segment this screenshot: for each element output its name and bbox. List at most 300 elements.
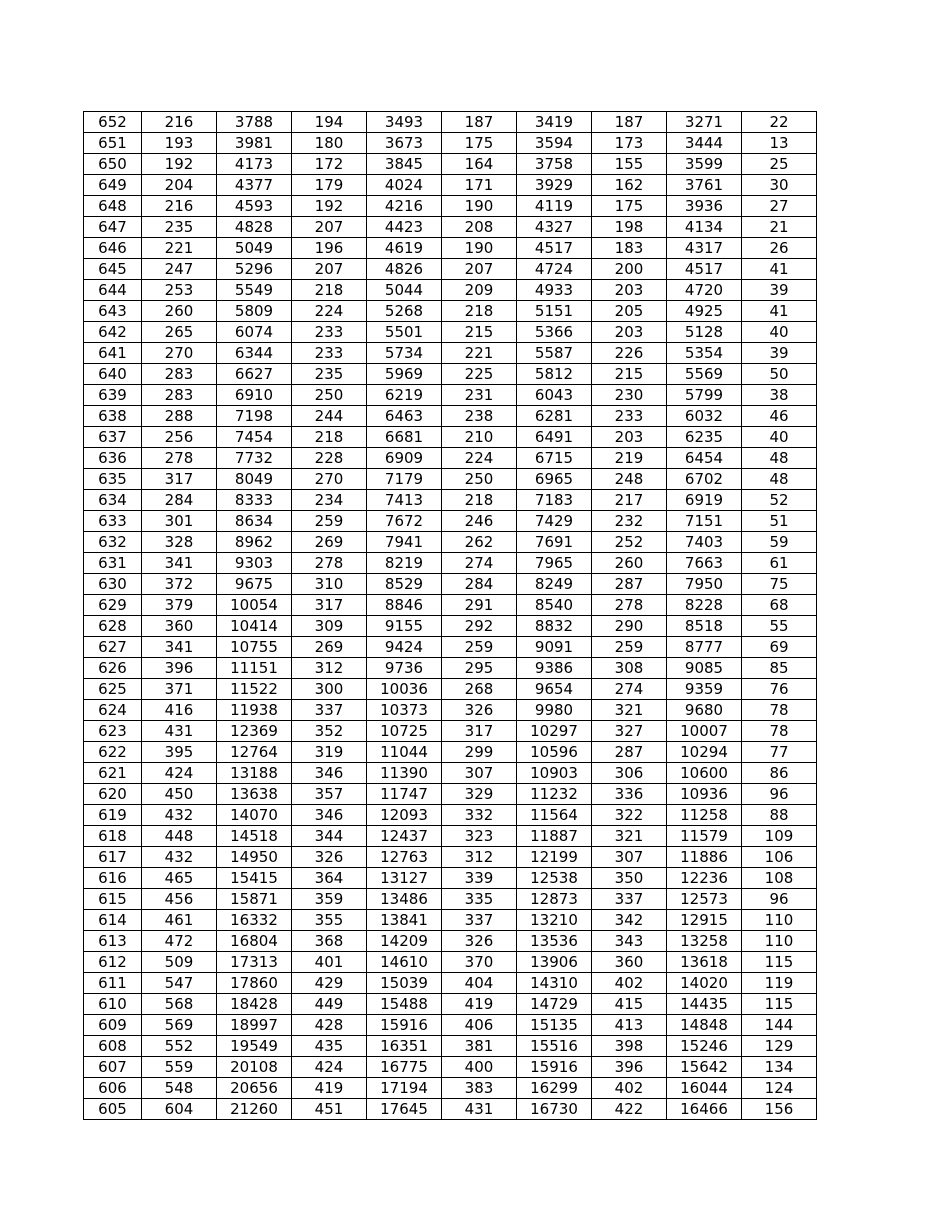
score-distribution-table xyxy=(83,111,817,1120)
table-cell: 7454 xyxy=(217,427,292,448)
score-cell: 634 xyxy=(84,490,142,511)
table-cell: 326 xyxy=(292,847,367,868)
score-cell: 618 xyxy=(84,826,142,847)
table-cell: 428 xyxy=(292,1015,367,1036)
table-cell: 336 xyxy=(592,784,667,805)
table-cell: 10725 xyxy=(367,721,442,742)
table-cell: 283 xyxy=(142,364,217,385)
table-cell: 13127 xyxy=(367,868,442,889)
table-cell: 15246 xyxy=(667,1036,742,1057)
table-cell: 75 xyxy=(742,574,817,595)
table-row xyxy=(84,322,817,343)
table-cell: 59 xyxy=(742,532,817,553)
table-cell: 13906 xyxy=(517,952,592,973)
table-cell: 4828 xyxy=(217,217,292,238)
table-cell: 172 xyxy=(292,154,367,175)
table-cell: 164 xyxy=(442,154,517,175)
table-cell: 404 xyxy=(442,973,517,994)
table-cell: 10596 xyxy=(517,742,592,763)
table-cell: 431 xyxy=(142,721,217,742)
table-cell: 290 xyxy=(592,616,667,637)
table-cell: 256 xyxy=(142,427,217,448)
table-cell: 299 xyxy=(442,742,517,763)
table-cell: 16730 xyxy=(517,1099,592,1120)
score-cell: 646 xyxy=(84,238,142,259)
table-cell: 13 xyxy=(742,133,817,154)
table-cell: 8529 xyxy=(367,574,442,595)
table-row xyxy=(84,763,817,784)
table-row xyxy=(84,721,817,742)
table-cell: 207 xyxy=(292,259,367,280)
table-cell: 4720 xyxy=(667,280,742,301)
table-cell: 14209 xyxy=(367,931,442,952)
table-cell: 12538 xyxy=(517,868,592,889)
table-cell: 339 xyxy=(442,868,517,889)
score-cell: 643 xyxy=(84,301,142,322)
table-cell: 310 xyxy=(292,574,367,595)
table-cell: 6032 xyxy=(667,406,742,427)
table-cell: 8832 xyxy=(517,616,592,637)
score-cell: 647 xyxy=(84,217,142,238)
table-cell: 218 xyxy=(292,427,367,448)
table-cell: 6910 xyxy=(217,385,292,406)
table-cell: 30 xyxy=(742,175,817,196)
table-row xyxy=(84,742,817,763)
table-cell: 12873 xyxy=(517,889,592,910)
table-cell: 312 xyxy=(292,658,367,679)
table-cell: 360 xyxy=(592,952,667,973)
table-cell: 13210 xyxy=(517,910,592,931)
table-cell: 360 xyxy=(142,616,217,637)
score-cell: 626 xyxy=(84,658,142,679)
table-cell: 10294 xyxy=(667,742,742,763)
table-cell: 248 xyxy=(592,469,667,490)
table-cell: 3493 xyxy=(367,112,442,133)
table-cell: 6681 xyxy=(367,427,442,448)
table-cell: 218 xyxy=(292,280,367,301)
table-cell: 6463 xyxy=(367,406,442,427)
table-row xyxy=(84,679,817,700)
score-cell: 629 xyxy=(84,595,142,616)
table-cell: 274 xyxy=(592,679,667,700)
table-row xyxy=(84,637,817,658)
table-cell: 225 xyxy=(442,364,517,385)
table-cell: 77 xyxy=(742,742,817,763)
score-cell: 617 xyxy=(84,847,142,868)
table-row xyxy=(84,133,817,154)
table-cell: 312 xyxy=(442,847,517,868)
table-cell: 39 xyxy=(742,343,817,364)
table-cell: 5128 xyxy=(667,322,742,343)
score-cell: 628 xyxy=(84,616,142,637)
table-row xyxy=(84,574,817,595)
table-cell: 13618 xyxy=(667,952,742,973)
score-cell: 651 xyxy=(84,133,142,154)
table-cell: 9980 xyxy=(517,700,592,721)
table-cell: 15039 xyxy=(367,973,442,994)
table-cell: 233 xyxy=(292,343,367,364)
table-row xyxy=(84,952,817,973)
table-cell: 10414 xyxy=(217,616,292,637)
table-cell: 12764 xyxy=(217,742,292,763)
table-row xyxy=(84,847,817,868)
table-cell: 9359 xyxy=(667,679,742,700)
table-row xyxy=(84,931,817,952)
table-cell: 274 xyxy=(442,553,517,574)
table-body xyxy=(84,112,817,1120)
table-cell: 41 xyxy=(742,259,817,280)
table-cell: 6919 xyxy=(667,490,742,511)
table-cell: 3788 xyxy=(217,112,292,133)
table-cell: 432 xyxy=(142,847,217,868)
table-cell: 124 xyxy=(742,1078,817,1099)
table-cell: 435 xyxy=(292,1036,367,1057)
table-cell: 14729 xyxy=(517,994,592,1015)
table-cell: 69 xyxy=(742,637,817,658)
table-cell: 472 xyxy=(142,931,217,952)
table-row xyxy=(84,658,817,679)
score-cell: 619 xyxy=(84,805,142,826)
score-cell: 644 xyxy=(84,280,142,301)
table-cell: 569 xyxy=(142,1015,217,1036)
table-cell: 14020 xyxy=(667,973,742,994)
table-cell: 76 xyxy=(742,679,817,700)
table-cell: 270 xyxy=(292,469,367,490)
table-cell: 415 xyxy=(592,994,667,1015)
score-cell: 640 xyxy=(84,364,142,385)
table-cell: 10007 xyxy=(667,721,742,742)
table-cell: 250 xyxy=(442,469,517,490)
table-cell: 3444 xyxy=(667,133,742,154)
table-row xyxy=(84,553,817,574)
table-cell: 190 xyxy=(442,196,517,217)
table-cell: 328 xyxy=(142,532,217,553)
table-cell: 465 xyxy=(142,868,217,889)
table-cell: 6702 xyxy=(667,469,742,490)
table-cell: 173 xyxy=(592,133,667,154)
table-row xyxy=(84,301,817,322)
table-cell: 5049 xyxy=(217,238,292,259)
table-cell: 5809 xyxy=(217,301,292,322)
table-cell: 604 xyxy=(142,1099,217,1120)
table-cell: 321 xyxy=(592,700,667,721)
table-row xyxy=(84,889,817,910)
table-row xyxy=(84,469,817,490)
score-cell: 616 xyxy=(84,868,142,889)
table-cell: 370 xyxy=(442,952,517,973)
table-cell: 200 xyxy=(592,259,667,280)
table-cell: 233 xyxy=(592,406,667,427)
table-cell: 196 xyxy=(292,238,367,259)
table-cell: 198 xyxy=(592,217,667,238)
table-row xyxy=(84,364,817,385)
table-row xyxy=(84,616,817,637)
table-cell: 8962 xyxy=(217,532,292,553)
table-cell: 15415 xyxy=(217,868,292,889)
table-cell: 7672 xyxy=(367,511,442,532)
table-cell: 323 xyxy=(442,826,517,847)
score-cell: 631 xyxy=(84,553,142,574)
table-cell: 14310 xyxy=(517,973,592,994)
table-cell: 9736 xyxy=(367,658,442,679)
table-cell: 346 xyxy=(292,763,367,784)
table-cell: 381 xyxy=(442,1036,517,1057)
score-cell: 615 xyxy=(84,889,142,910)
table-cell: 15488 xyxy=(367,994,442,1015)
table-row xyxy=(84,280,817,301)
table-cell: 7950 xyxy=(667,574,742,595)
score-cell: 625 xyxy=(84,679,142,700)
table-cell: 317 xyxy=(292,595,367,616)
table-cell: 175 xyxy=(442,133,517,154)
table-cell: 6281 xyxy=(517,406,592,427)
table-cell: 203 xyxy=(592,427,667,448)
table-cell: 278 xyxy=(142,448,217,469)
table-cell: 22 xyxy=(742,112,817,133)
table-row xyxy=(84,1078,817,1099)
table-cell: 301 xyxy=(142,511,217,532)
table-cell: 16804 xyxy=(217,931,292,952)
table-cell: 5569 xyxy=(667,364,742,385)
table-cell: 317 xyxy=(142,469,217,490)
table-cell: 16466 xyxy=(667,1099,742,1120)
table-row xyxy=(84,826,817,847)
table-cell: 252 xyxy=(592,532,667,553)
table-cell: 6627 xyxy=(217,364,292,385)
table-cell: 559 xyxy=(142,1057,217,1078)
table-cell: 552 xyxy=(142,1036,217,1057)
table-cell: 429 xyxy=(292,973,367,994)
table-row xyxy=(84,1099,817,1120)
table-cell: 230 xyxy=(592,385,667,406)
table-cell: 17645 xyxy=(367,1099,442,1120)
table-cell: 278 xyxy=(292,553,367,574)
table-cell: 422 xyxy=(592,1099,667,1120)
table-cell: 8049 xyxy=(217,469,292,490)
table-cell: 359 xyxy=(292,889,367,910)
table-cell: 424 xyxy=(142,763,217,784)
table-cell: 352 xyxy=(292,721,367,742)
table-cell: 401 xyxy=(292,952,367,973)
table-cell: 16332 xyxy=(217,910,292,931)
table-cell: 50 xyxy=(742,364,817,385)
table-cell: 7732 xyxy=(217,448,292,469)
table-cell: 284 xyxy=(442,574,517,595)
score-cell: 622 xyxy=(84,742,142,763)
table-cell: 12573 xyxy=(667,889,742,910)
table-cell: 3673 xyxy=(367,133,442,154)
table-cell: 291 xyxy=(442,595,517,616)
table-cell: 9085 xyxy=(667,658,742,679)
table-cell: 4134 xyxy=(667,217,742,238)
table-cell: 17194 xyxy=(367,1078,442,1099)
table-cell: 326 xyxy=(442,931,517,952)
table-cell: 48 xyxy=(742,469,817,490)
table-cell: 395 xyxy=(142,742,217,763)
table-cell: 13536 xyxy=(517,931,592,952)
table-row xyxy=(84,868,817,889)
table-cell: 9675 xyxy=(217,574,292,595)
table-cell: 16351 xyxy=(367,1036,442,1057)
table-cell: 6491 xyxy=(517,427,592,448)
table-cell: 86 xyxy=(742,763,817,784)
table-cell: 7965 xyxy=(517,553,592,574)
table-cell: 16044 xyxy=(667,1078,742,1099)
table-cell: 4216 xyxy=(367,196,442,217)
table-cell: 7413 xyxy=(367,490,442,511)
table-cell: 247 xyxy=(142,259,217,280)
table-cell: 180 xyxy=(292,133,367,154)
table-cell: 207 xyxy=(442,259,517,280)
table-cell: 19549 xyxy=(217,1036,292,1057)
table-cell: 307 xyxy=(592,847,667,868)
table-cell: 41 xyxy=(742,301,817,322)
table-cell: 13258 xyxy=(667,931,742,952)
score-cell: 608 xyxy=(84,1036,142,1057)
table-cell: 13638 xyxy=(217,784,292,805)
table-cell: 129 xyxy=(742,1036,817,1057)
table-cell: 15916 xyxy=(517,1057,592,1078)
table-cell: 5549 xyxy=(217,280,292,301)
table-cell: 11522 xyxy=(217,679,292,700)
table-cell: 233 xyxy=(292,322,367,343)
table-cell: 10373 xyxy=(367,700,442,721)
table-cell: 8219 xyxy=(367,553,442,574)
table-cell: 155 xyxy=(592,154,667,175)
score-cell: 612 xyxy=(84,952,142,973)
table-cell: 419 xyxy=(292,1078,367,1099)
table-cell: 3271 xyxy=(667,112,742,133)
table-cell: 402 xyxy=(592,973,667,994)
table-cell: 4724 xyxy=(517,259,592,280)
table-cell: 3936 xyxy=(667,196,742,217)
table-cell: 192 xyxy=(142,154,217,175)
table-cell: 5734 xyxy=(367,343,442,364)
table-cell: 55 xyxy=(742,616,817,637)
table-cell: 12437 xyxy=(367,826,442,847)
table-row xyxy=(84,1015,817,1036)
table-cell: 8846 xyxy=(367,595,442,616)
table-cell: 337 xyxy=(292,700,367,721)
table-cell: 4173 xyxy=(217,154,292,175)
table-cell: 194 xyxy=(292,112,367,133)
table-cell: 216 xyxy=(142,196,217,217)
table-cell: 226 xyxy=(592,343,667,364)
table-cell: 238 xyxy=(442,406,517,427)
table-row xyxy=(84,259,817,280)
table-cell: 424 xyxy=(292,1057,367,1078)
table-cell: 205 xyxy=(592,301,667,322)
table-cell: 7663 xyxy=(667,553,742,574)
table-row xyxy=(84,427,817,448)
table-cell: 8249 xyxy=(517,574,592,595)
score-cell: 623 xyxy=(84,721,142,742)
table-cell: 11564 xyxy=(517,805,592,826)
table-cell: 259 xyxy=(442,637,517,658)
table-row xyxy=(84,196,817,217)
table-cell: 27 xyxy=(742,196,817,217)
table-cell: 244 xyxy=(292,406,367,427)
table-cell: 3981 xyxy=(217,133,292,154)
table-cell: 6074 xyxy=(217,322,292,343)
table-cell: 6235 xyxy=(667,427,742,448)
table-cell: 456 xyxy=(142,889,217,910)
table-cell: 5044 xyxy=(367,280,442,301)
table-cell: 5501 xyxy=(367,322,442,343)
table-cell: 9155 xyxy=(367,616,442,637)
table-cell: 449 xyxy=(292,994,367,1015)
table-cell: 246 xyxy=(442,511,517,532)
score-cell: 645 xyxy=(84,259,142,280)
table-cell: 6965 xyxy=(517,469,592,490)
table-row xyxy=(84,343,817,364)
table-cell: 207 xyxy=(292,217,367,238)
table-row xyxy=(84,511,817,532)
table-cell: 21 xyxy=(742,217,817,238)
table-cell: 322 xyxy=(592,805,667,826)
table-cell: 260 xyxy=(592,553,667,574)
table-cell: 8540 xyxy=(517,595,592,616)
table-cell: 17313 xyxy=(217,952,292,973)
table-cell: 144 xyxy=(742,1015,817,1036)
table-cell: 208 xyxy=(442,217,517,238)
table-cell: 9680 xyxy=(667,700,742,721)
table-cell: 341 xyxy=(142,637,217,658)
table-cell: 7941 xyxy=(367,532,442,553)
table-cell: 10903 xyxy=(517,763,592,784)
score-cell: 635 xyxy=(84,469,142,490)
score-cell: 609 xyxy=(84,1015,142,1036)
table-cell: 11044 xyxy=(367,742,442,763)
table-cell: 3929 xyxy=(517,175,592,196)
table-cell: 4593 xyxy=(217,196,292,217)
table-cell: 5151 xyxy=(517,301,592,322)
table-cell: 306 xyxy=(592,763,667,784)
table-row xyxy=(84,1057,817,1078)
table-cell: 14435 xyxy=(667,994,742,1015)
table-cell: 402 xyxy=(592,1078,667,1099)
table-cell: 20108 xyxy=(217,1057,292,1078)
table-cell: 10054 xyxy=(217,595,292,616)
table-cell: 5969 xyxy=(367,364,442,385)
table-cell: 9091 xyxy=(517,637,592,658)
table-cell: 232 xyxy=(592,511,667,532)
table-cell: 210 xyxy=(442,427,517,448)
table-cell: 3419 xyxy=(517,112,592,133)
table-row xyxy=(84,238,817,259)
table-cell: 15135 xyxy=(517,1015,592,1036)
table-cell: 13188 xyxy=(217,763,292,784)
table-cell: 12093 xyxy=(367,805,442,826)
table-cell: 7183 xyxy=(517,490,592,511)
table-cell: 38 xyxy=(742,385,817,406)
table-cell: 235 xyxy=(292,364,367,385)
table-row xyxy=(84,994,817,1015)
table-cell: 6344 xyxy=(217,343,292,364)
table-cell: 88 xyxy=(742,805,817,826)
score-cell: 621 xyxy=(84,763,142,784)
score-cell: 642 xyxy=(84,322,142,343)
table-row xyxy=(84,700,817,721)
table-cell: 11747 xyxy=(367,784,442,805)
table-cell: 5296 xyxy=(217,259,292,280)
table-cell: 269 xyxy=(292,637,367,658)
table-cell: 309 xyxy=(292,616,367,637)
table-cell: 341 xyxy=(142,553,217,574)
table-cell: 175 xyxy=(592,196,667,217)
table-cell: 262 xyxy=(442,532,517,553)
table-row xyxy=(84,532,817,553)
